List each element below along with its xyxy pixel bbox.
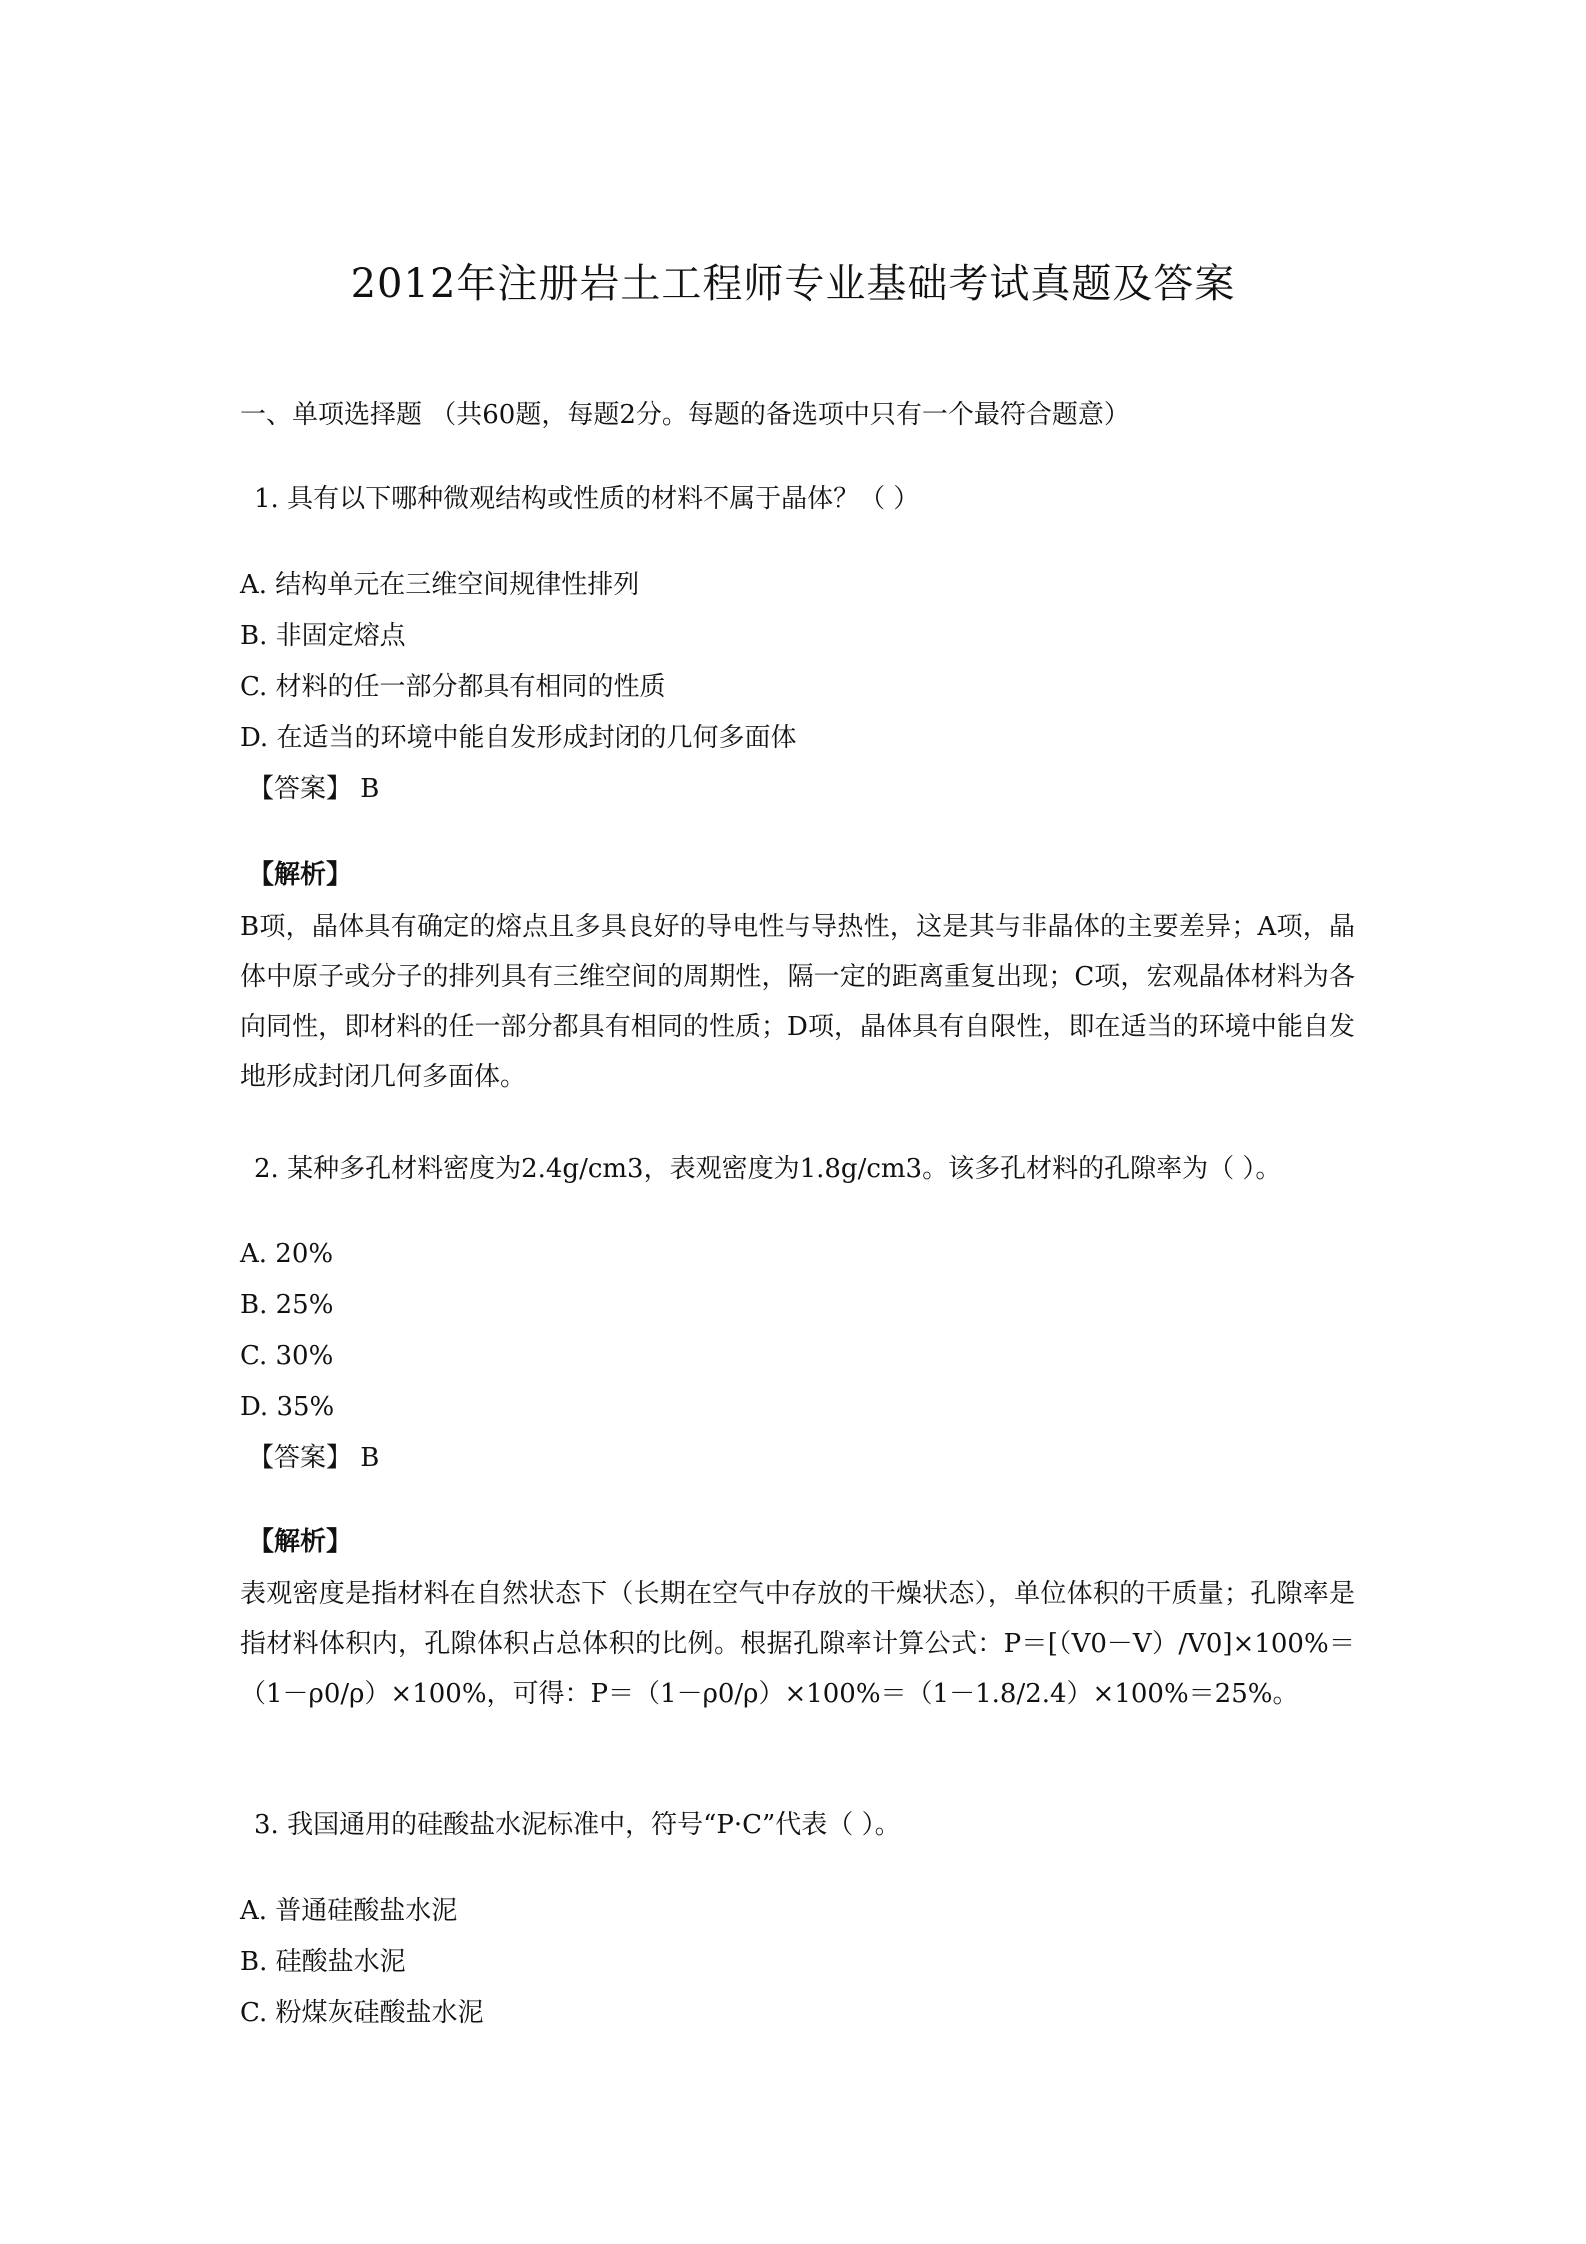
question-2-stem: 2. 某种多孔材料密度为2.4g/cm3，表观密度为1.8g/cm3。该多孔材料的孔隙率为（ ）。 [254, 1154, 1282, 1184]
question-2-option-b: B. 25% [240, 1290, 334, 1320]
question-1-analysis: B项，晶体具有确定的熔点且多具良好的导电性与导热性，这是其与非晶体的主要差异；A项，晶体中原子或分子的排列具有三维空间的周期性，隔一定的距离重复出现；C项，宏观晶体材料为各向同性，即材料的任一部分都具有相同的性质；D项，晶体具有自限性，即在适当的环境中能自发地形成封闭几何多面体。 [240, 912, 1355, 1092]
question-1-option-b: B. 非固定熔点 [240, 621, 406, 651]
question-1-option-d: D. 在适当的环境中能自发形成封闭的几何多面体 [240, 723, 797, 753]
section-heading: 一、单项选择题 （共60题，每题2分。每题的备选项中只有一个最符合题意） [240, 400, 1130, 430]
question-3-option-c: C. 粉煤灰硅酸盐水泥 [240, 1998, 484, 2028]
document-title: 2012年注册岩土工程师专业基础考试真题及答案 [350, 261, 1236, 307]
question-2-answer: 【答案】 B [248, 1443, 380, 1473]
question-2-analysis-label: 【解析】 [248, 1527, 353, 1557]
question-2-option-d: D. 35% [240, 1392, 335, 1422]
question-2-option-a: A. 20% [240, 1239, 334, 1269]
question-1-answer: 【答案】 B [248, 774, 380, 804]
question-3-option-b: B. 硅酸盐水泥 [240, 1947, 406, 1977]
question-3-stem: 3. 我国通用的硅酸盐水泥标准中，符号“P·C”代表（ ）。 [254, 1810, 901, 1840]
question-1-option-a: A. 结构单元在三维空间规律性排列 [240, 570, 640, 600]
question-1-stem: 1. 具有以下哪种微观结构或性质的材料不属于晶体？（ ） [254, 484, 920, 514]
question-2-analysis: 表观密度是指材料在自然状态下（长期在空气中存放的干燥状态），单位体积的干质量；孔隙率是指材料体积内，孔隙体积占总体积的比例。根据孔隙率计算公式：P＝[（V0－V）/V0]×100%＝（1－ρ0/ρ）×100%，可得：P＝（1－ρ0/ρ）×100%＝（1－1.8/2.4）×100%＝25%。 [240, 1579, 1355, 1709]
question-2-option-c: C. 30% [240, 1341, 334, 1371]
question-1-option-c: C. 材料的任一部分都具有相同的性质 [240, 672, 666, 702]
question-1-analysis-label: 【解析】 [248, 860, 353, 890]
question-3-option-a: A. 普通硅酸盐水泥 [240, 1896, 458, 1926]
